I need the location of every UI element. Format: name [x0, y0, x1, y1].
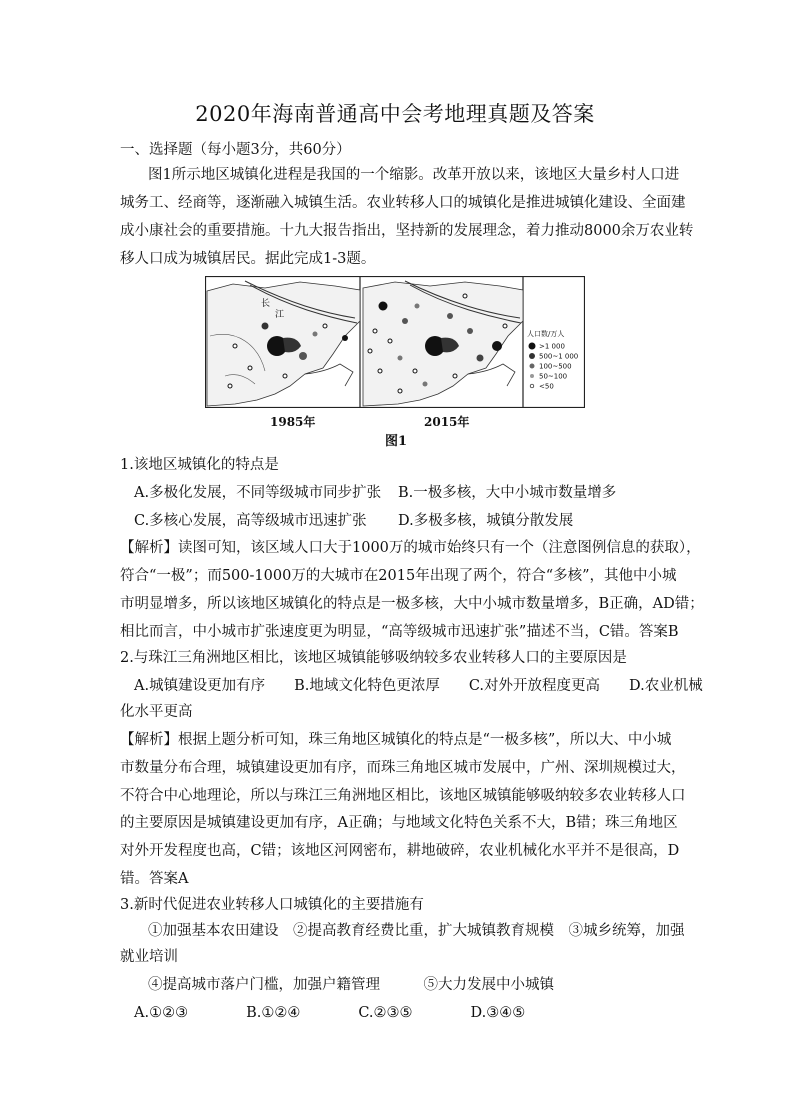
map-label-chang: 长 [261, 299, 271, 309]
legend-symbol [530, 374, 534, 378]
city-marker [323, 324, 327, 328]
city-marker [379, 302, 388, 311]
city-marker [402, 318, 408, 324]
city-marker [398, 389, 402, 393]
map-2015-label: 2015年 [424, 415, 470, 429]
question-2-analysis: 对外开发程度也高，C错；该地区河网密布，耕地破碎，农业机械化水平并不是很高，D [120, 843, 680, 859]
question-1-stem: 1.该地区城镇化的特点是 [120, 457, 279, 473]
city-marker [453, 374, 457, 378]
intro-line: 城务工、经商等，逐渐融入城镇生活。农业转移人口的城镇化是推进城镇化建设、全面建 [120, 195, 686, 211]
question-1-option-a: A.多极化发展，不同等级城市同步扩张 [134, 485, 382, 501]
page-title: 2020年海南普通高中会考地理真题及答案 [195, 102, 595, 126]
city-marker [299, 352, 307, 360]
figure-1-maps [205, 276, 585, 408]
intro-line: 移人口成为城镇居民。据此完成1-3题。 [120, 251, 376, 267]
question-1-analysis: 【解析】读图可知，该区域人口大于1000万的城市始终只有一个（注意图例信息的获取）， [120, 540, 701, 556]
city-marker [415, 304, 420, 309]
city-marker [262, 323, 269, 330]
legend-symbol [529, 343, 536, 350]
question-2-analysis: 错。答案A [120, 871, 189, 887]
legend-item: >1 000 [539, 342, 565, 351]
city-marker [447, 313, 453, 319]
map-label-jiang: 江 [275, 310, 285, 320]
question-3-items: ①加强基本农田建设 ②提高教育经费比重，扩大城镇教育规模 ③城乡统筹，加强 [148, 923, 685, 939]
legend-item: <50 [539, 382, 554, 391]
question-1-option-d: D.多极多核，城镇分散发展 [398, 513, 574, 529]
question-3-stem: 3.新时代促进农业转移人口城镇化的主要措施有 [120, 897, 424, 913]
city-marker [477, 355, 484, 362]
city-marker [228, 384, 232, 388]
question-1-analysis: 符合“一极”；而500-1000万的大城市在2015年出现了两个，符合“多核”，其他中小城 [120, 568, 677, 584]
question-1-option-b: B.一极多核，大中小城市数量增多 [398, 485, 617, 501]
question-1-option-c: C.多核心发展，高等级城市迅速扩张 [134, 513, 367, 529]
figure-caption: 图1 [385, 434, 408, 449]
question-2-analysis: 市数量分布合理，城镇建设更加有序，而珠三角地区城市发展中，广州、深圳规模过大， [120, 760, 686, 776]
question-2-analysis: 【解析】根据上题分析可知，珠三角地区城镇化的特点是“一极多核”，所以大、中小城 [120, 732, 672, 748]
city-marker [423, 382, 428, 387]
section-heading: 一、选择题（每小题3分，共60分） [120, 142, 351, 158]
legend-symbol [530, 384, 534, 388]
legend-item: 100~500 [539, 362, 572, 371]
city-marker [492, 341, 502, 351]
city-marker [503, 324, 507, 328]
city-marker [398, 356, 403, 361]
legend-item: 500~1 000 [539, 352, 579, 361]
city-marker [463, 294, 467, 298]
question-1-analysis: 相比而言，中小城市扩张速度更为明显，“高等级城市迅速扩张”描述不当，C错。答案B [120, 624, 679, 640]
map-figure [205, 276, 585, 408]
city-marker [373, 329, 377, 333]
city-marker [283, 374, 287, 378]
city-marker [368, 349, 372, 353]
city-marker [388, 339, 392, 343]
city-marker [233, 344, 237, 348]
city-marker [248, 366, 252, 370]
legend-symbol [530, 364, 535, 369]
question-1-analysis: 市明显增多，所以该地区城镇化的特点是一极多核，大中小城市数量增多，B正确，AD错； [120, 596, 704, 612]
question-3-items: ④提高城市落户门槛，加强户籍管理 ⑤大力发展中小城镇 [148, 977, 554, 993]
map-1985-label: 1985年 [270, 415, 316, 429]
question-2-options: 化水平更高 [120, 704, 193, 720]
question-3-options: A.①②③ B.①②④ C.②③⑤ D.③④⑤ [134, 1005, 526, 1021]
question-2-analysis: 的主要原因是城镇建设更加有序，A正确；与地域文化特色关系不大，B错；珠三角地区 [120, 815, 678, 831]
city-marker [378, 369, 382, 373]
city-marker [413, 369, 417, 373]
legend-item: 50~100 [539, 372, 568, 381]
question-2-analysis: 不符合中心地理论，所以与珠江三角洲地区相比，该地区城镇能够吸纳较多农业转移人口 [120, 788, 686, 804]
legend-title: 人口数/万人 [527, 330, 565, 338]
intro-line: 成小康社会的重要措施。十九大报告指出，坚持新的发展理念，着力推动8000余万农业转 [120, 223, 694, 239]
city-marker [467, 328, 473, 334]
legend-symbol [529, 353, 535, 359]
question-3-items: 就业培训 [120, 949, 178, 965]
city-marker [313, 332, 318, 337]
question-2-options: A.城镇建设更加有序 B.地域文化特色更浓厚 C.对外开放程度更高 D.农业机械 [134, 678, 703, 694]
intro-line: 图1所示地区城镇化进程是我国的一个缩影。改革开放以来，该地区大量乡村人口进 [148, 167, 680, 183]
city-marker [342, 335, 348, 341]
question-2-stem: 2.与珠江三角洲地区相比，该地区城镇能够吸纳较多农业转移人口的主要原因是 [120, 650, 627, 666]
